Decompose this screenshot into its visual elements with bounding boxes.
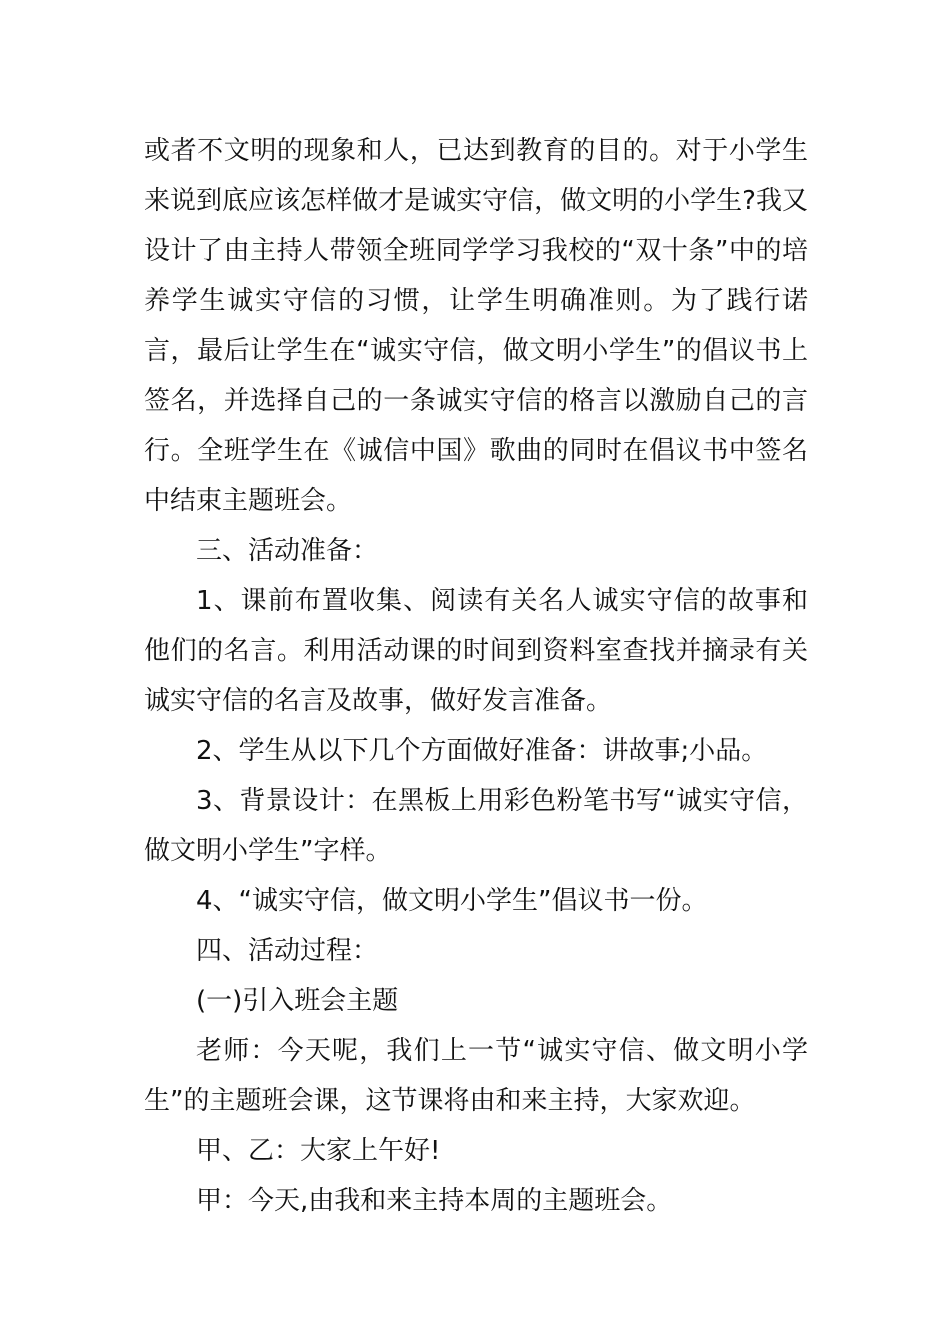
preparation-item-3: 3、背景设计：在黑板上用彩色粉笔书写“诚实守信，做文明小学生”字样。 [144, 786, 808, 866]
preparation-item-1: 1、课前布置收集、阅读有关名人诚实守信的故事和他们的名言。利用活动课的时间到资料室查找并摘录有关诚实守信的名言及故事，做好发言准备。 [144, 586, 808, 716]
preparation-item-4: 4、“诚实守信，做文明小学生”倡议书一份。 [196, 886, 708, 916]
section-heading-process: 四、活动过程： [196, 936, 379, 966]
preparation-item-2: 2、学生从以下几个方面做好准备：讲故事;小品。 [196, 736, 768, 766]
subsection-heading-intro: (一)引入班会主题 [196, 986, 399, 1016]
paragraph-continuation: 或者不文明的现象和人，已达到教育的目的。对于小学生来说到底应该怎样做才是诚实守信，做文明的小学生?我又设计了由主持人带领全班同学学习我校的“双十条”中的培养学生诚实守信的习惯，让学生明确准则。为了践行诺言，最后让学生在“诚实守信，做文明小学生”的倡议书上签名，并选择自己的一条诚实守信的格言以激励自己的言行。全班学生在《诚信中国》歌曲的同时在倡议书中签名中结束主题班会。 [144, 136, 808, 516]
dialogue-host-a: 甲：今天,由我和来主持本周的主题班会。 [196, 1186, 673, 1216]
section-heading-preparation: 三、活动准备： [196, 536, 379, 566]
document-body [144, 126, 808, 1226]
dialogue-hosts-greeting: 甲、乙：大家上午好! [196, 1136, 441, 1166]
dialogue-teacher: 老师：今天呢，我们上一节“诚实守信、做文明小学生”的主题班会课，这节课将由和来主持，大家欢迎。 [144, 1036, 808, 1116]
